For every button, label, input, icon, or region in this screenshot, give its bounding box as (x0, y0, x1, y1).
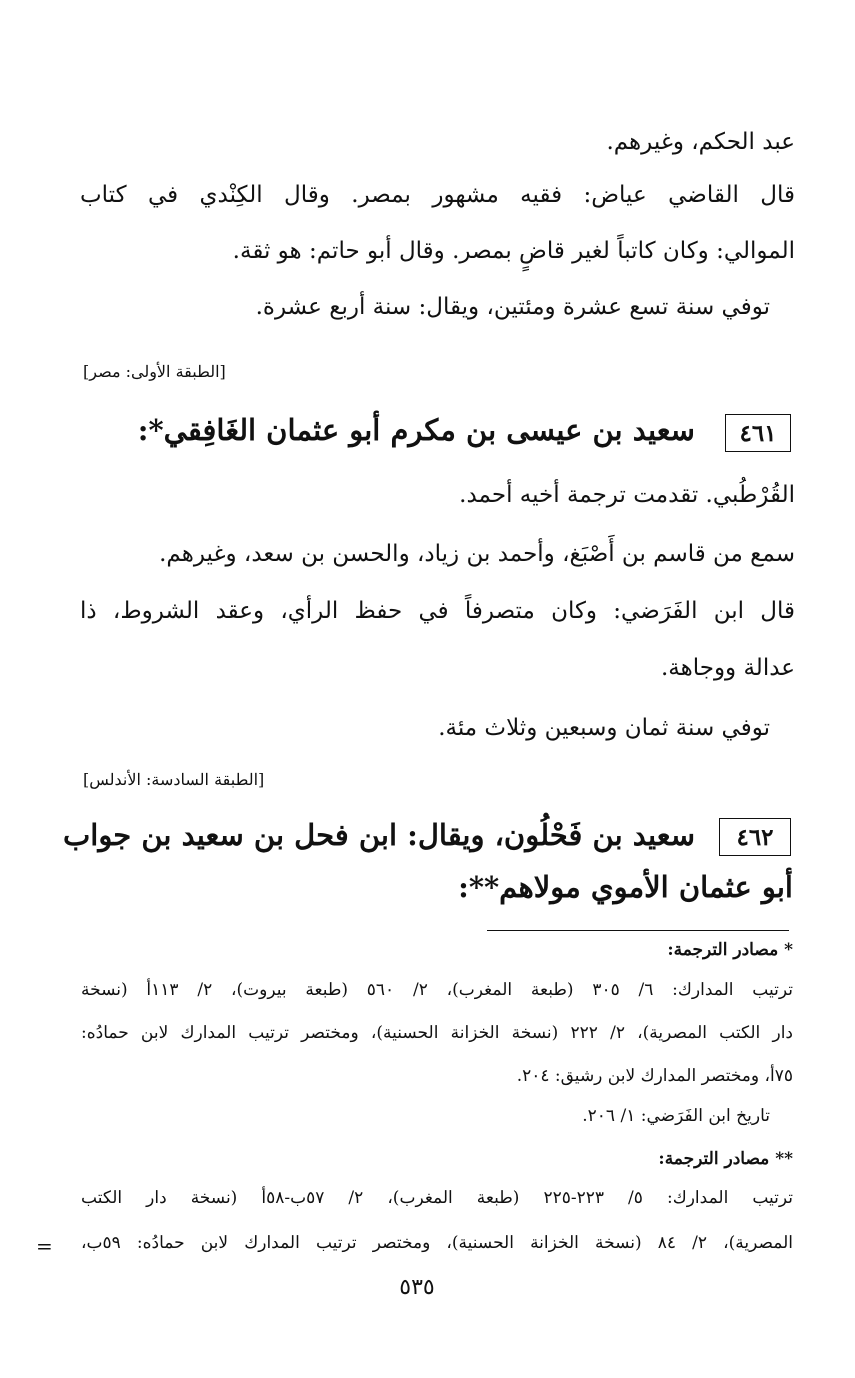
continuation-mark: = (36, 1234, 53, 1258)
footnote-line: ترتيب المدارك: ٥/ ٢٢٣-٢٢٥ (طبعة المغرب)، ٢/ ٥٧ب-٥٨أ (نسخة دار الكتب (81, 1188, 794, 1208)
class-tag: [الطبقة السادسة: الأندلس] (83, 770, 265, 789)
footnote-line: ترتيب المدارك: ٦/ ٣٠٥ (طبعة المغرب)، ٢/ ٥٦٠ (طبعة بيروت)، ٢/ ١١٣أ (نسخة (81, 980, 793, 1000)
body-line: القُرْطُبي. تقدمت ترجمة أخيه أحمد. (459, 482, 795, 508)
page-number: ٥٣٥ (399, 1275, 435, 1300)
entry-heading: سعيد بن عيسى بن مكرم أبو عثمان الغَافِقي*: (137, 413, 695, 447)
footnote-line: المصرية)، ٢/ ٨٤ (نسخة الخزانة الحسنية)، ومختصر ترتيب المدارك لابن حمادُه: ٥٩ب، (81, 1233, 793, 1253)
body-line: توفي سنة ثمان وسبعين وثلاث مئة. (438, 715, 770, 741)
entry-number-box: ٤٦١ (725, 414, 791, 452)
entry-heading: سعيد بن فَحْلُون، ويقال: ابن فحل بن سعيد بن جواب (62, 818, 695, 852)
body-line: قال ابن الفَرَضي: وكان متصرفاً في حفظ الرأي، وعقد الشروط، ذا (80, 598, 795, 624)
footnote-line: تاريخ ابن الفَرَضي: ١/ ٢٠٦. (582, 1106, 770, 1126)
footnote-separator (487, 930, 789, 931)
body-line: عبد الحكم، وغيرهم. (606, 129, 795, 155)
footnote-line: دار الكتب المصرية)، ٢/ ٢٢٢ (نسخة الخزانة الحسنية)، ومختصر ترتيب المدارك لابن حمادُه: (81, 1023, 793, 1043)
class-tag: [الطبقة الأولى: مصر] (83, 362, 226, 381)
footnote-line: ٧٥أ، ومختصر المدارك لابن رشيق: ٢٠٤. (516, 1066, 793, 1086)
footnote-title: * مصادر الترجمة: (667, 940, 793, 960)
body-line: عدالة ووجاهة. (660, 655, 795, 681)
footnote-title: ** مصادر الترجمة: (658, 1149, 793, 1169)
body-line: قال القاضي عياض: فقيه مشهور بمصر. وقال الكِنْدي في كتاب (80, 182, 795, 208)
body-line: الموالي: وكان كاتباً لغير قاضٍ بمصر. وقال أبو حاتم: هو ثقة. (232, 238, 795, 264)
body-line: سمع من قاسم بن أَصْبَغ، وأحمد بن زياد، والحسن بن سعد، وغيرهم. (159, 541, 795, 567)
entry-heading: أبو عثمان الأموي مولاهم**: (458, 870, 793, 904)
entry-number-box: ٤٦٢ (719, 818, 791, 856)
body-line: توفي سنة تسع عشرة ومئتين، ويقال: سنة أربع عشرة. (255, 294, 770, 320)
